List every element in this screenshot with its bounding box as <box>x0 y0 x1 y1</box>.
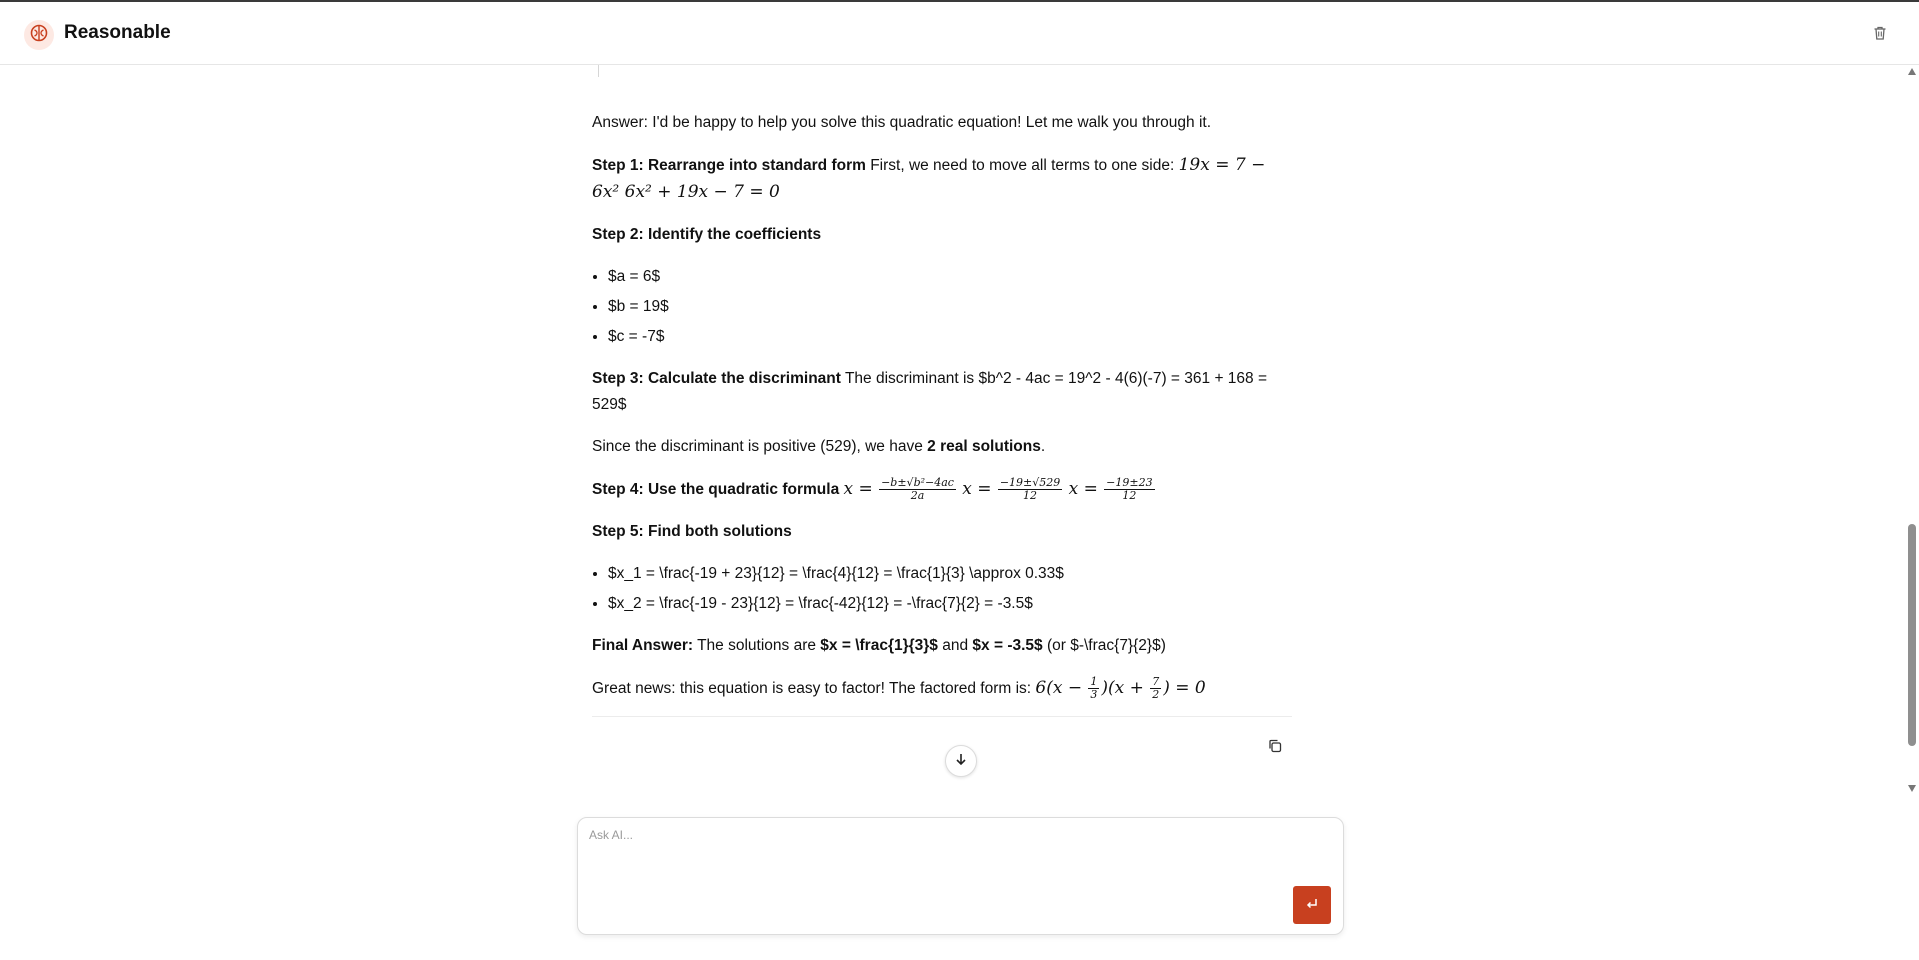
copy-message-button[interactable] <box>1264 737 1286 759</box>
app-header <box>0 2 1919 65</box>
formula-2-fraction <box>998 477 1062 502</box>
final-answer-text-3: (or $-\frac{7}{2}$) <box>1042 637 1166 654</box>
app-logo <box>24 20 54 50</box>
app-title: Reasonable <box>64 22 171 43</box>
list-item: • $x_2 = \frac{-19 - 23}{12} = \frac{-42}{12} = -\frac{7}{2} = -3.5$ <box>608 591 1292 617</box>
factored-math-1: 6(x − <box>1035 678 1083 698</box>
step-3-text: The discriminant is $b^2 - 4ac = 19^2 - 4(6)(-7) = 361 + 168 = 529$ <box>592 370 1268 413</box>
formula-3-denominator: 12 <box>1122 489 1137 503</box>
ask-ai-input[interactable] <box>587 826 1291 870</box>
scroll-up-arrow-icon[interactable] <box>1908 68 1916 75</box>
final-answer-solution-1: $x = \frac{1}{3}$ <box>820 637 938 654</box>
formula-2-lhs: x = <box>962 479 992 499</box>
step-1-math-a: 19x = 7 − <box>1178 155 1266 175</box>
discriminant-note-bold: 2 real solutions <box>927 438 1041 455</box>
factored-form-text: Great news: this equation is easy to factor! The factored form is: <box>592 680 1036 697</box>
scrollbar[interactable] <box>1905 65 1919 795</box>
discriminant-note-text: Since the discriminant is positive (529), we have <box>592 438 928 455</box>
factored-fraction-2-numerator: 7 <box>1152 675 1160 689</box>
solution-list <box>592 561 1292 617</box>
scroll-to-bottom-button[interactable] <box>945 745 977 777</box>
final-answer-solution-2: $x = -3.5$ <box>972 637 1043 654</box>
step-2-heading-text: Step 2: Identify the coefficients <box>592 226 822 243</box>
discriminant-note-end: . <box>1040 438 1046 455</box>
factored-fraction-1-numerator: 1 <box>1090 675 1098 689</box>
enter-icon <box>1304 896 1320 915</box>
step-3 <box>592 366 1292 418</box>
step-1-text: First, we need to move all terms to one side: <box>865 157 1179 174</box>
factored-math-3: ) = 0 <box>1163 678 1206 698</box>
clear-chat-button[interactable] <box>1869 24 1891 46</box>
list-item: • $a = 6$ <box>608 264 1292 290</box>
formula-1-numerator: −b±√b²−4ac <box>881 476 954 490</box>
final-answer <box>592 633 1292 659</box>
message-divider <box>592 716 1292 717</box>
final-answer-text-1: The solutions are <box>693 637 821 654</box>
brain-icon <box>29 23 49 48</box>
factored-fraction-1 <box>1088 676 1099 701</box>
step-5-heading <box>592 519 1292 545</box>
factored-fraction-2-denominator: 2 <box>1152 688 1160 702</box>
step-4-heading: Step 4: Use the quadratic formula <box>592 481 840 498</box>
scroll-down-arrow-icon[interactable] <box>1908 785 1916 792</box>
list-item: • $x_1 = \frac{-19 + 23}{12} = \frac{4}{12} = \frac{1}{3} \approx 0.33$ <box>608 561 1292 587</box>
factored-math-2: )(x + <box>1101 678 1144 698</box>
formula-3-fraction <box>1104 477 1154 502</box>
step-1-math-b: 6x² 6x² + 19x − 7 = 0 <box>592 182 780 202</box>
arrow-down-icon <box>954 752 968 771</box>
copy-icon <box>1267 738 1283 759</box>
step-1 <box>592 152 1292 206</box>
coefficient-list <box>592 264 1292 350</box>
formula-1-lhs: x = <box>843 479 873 499</box>
list-item: • $c = -7$ <box>608 324 1292 350</box>
factored-fraction-2 <box>1150 676 1161 701</box>
send-button[interactable] <box>1293 886 1331 924</box>
trash-icon <box>1872 25 1888 46</box>
chat-scroll-area[interactable] <box>0 65 1919 795</box>
step-2-heading <box>592 222 1292 248</box>
assistant-message <box>592 110 1292 718</box>
discriminant-note <box>592 434 1292 460</box>
final-answer-label: Final Answer: <box>592 637 694 654</box>
chat-composer <box>577 817 1344 935</box>
final-answer-text-2: and <box>937 637 973 654</box>
scrollbar-thumb[interactable] <box>1908 524 1916 746</box>
step-3-heading: Step 3: Calculate the discriminant <box>592 370 841 387</box>
list-item: • $b = 19$ <box>608 294 1292 320</box>
formula-2-denominator: 12 <box>1023 489 1038 503</box>
formula-1-fraction <box>879 477 956 502</box>
factored-fraction-1-denominator: 3 <box>1090 688 1098 702</box>
factored-form <box>592 675 1292 702</box>
step-4 <box>592 476 1292 503</box>
formula-3-numerator: −19±23 <box>1106 476 1153 490</box>
formula-1-denominator: 2a <box>910 489 925 503</box>
formula-3-lhs: x = <box>1068 479 1098 499</box>
step-5-heading-text: Step 5: Find both solutions <box>592 523 792 540</box>
step-1-heading: Step 1: Rearrange into standard form <box>592 157 866 174</box>
previous-message-border <box>598 65 599 77</box>
formula-2-numerator: −19±√529 <box>999 476 1061 490</box>
answer-intro: Answer: I'd be happy to help you solve this quadratic equation! Let me walk you through it. <box>592 114 1212 131</box>
